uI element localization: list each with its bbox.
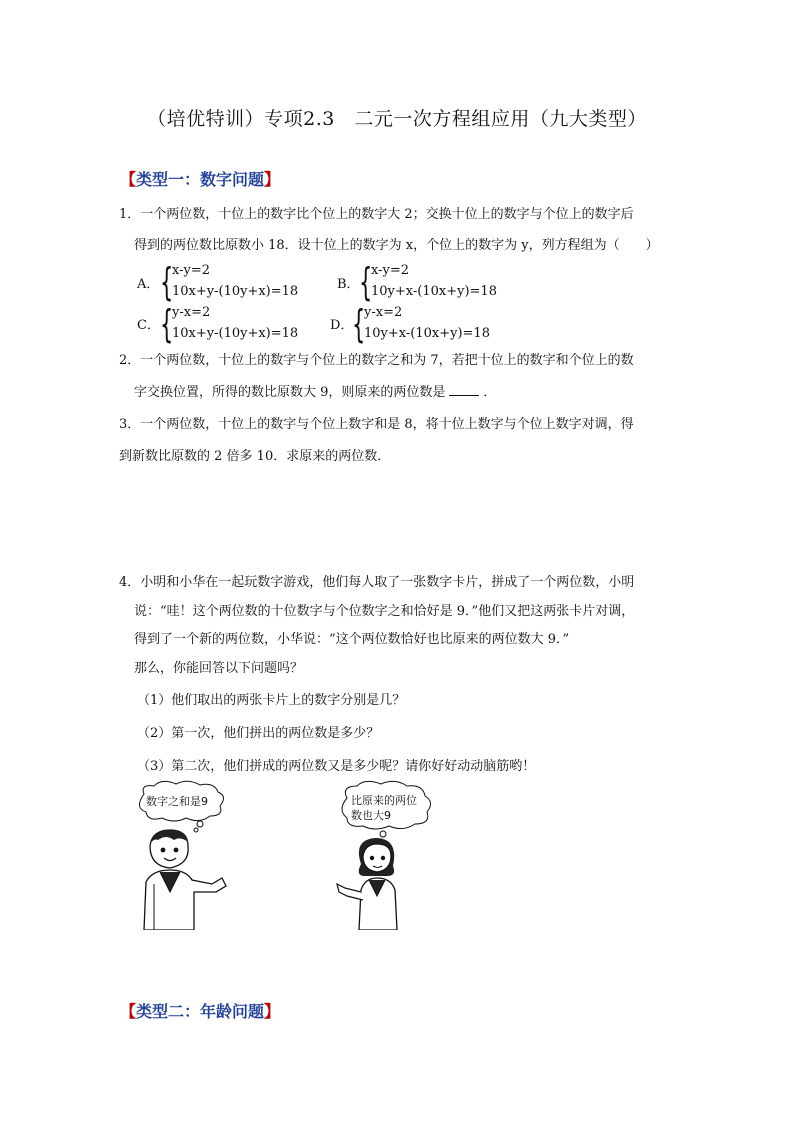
option-c-label: C． (137, 318, 160, 333)
section-label: 类型一：数字问题 (136, 170, 265, 189)
question-4-line-1: 4．小明和小华在一起玩数字游戏，他们每人取了一张数字卡片，拼成了一个两位数，小明 (119, 575, 635, 590)
option-d-system: { y-x=2 10y+x-(10x+y)=18 (352, 302, 490, 346)
question-4-line-2: 说：“哇！这个两位数的十位数字与个位数字之和恰好是 9．”他们又把这两张卡片对调， (134, 604, 635, 619)
question-2-line-1: 2．一个两位数，十位上的数字与个位上的数字之和为 7，若把十位上的数字和个位上的数 (119, 353, 634, 368)
question-3-line-1: 3．一个两位数，十位上的数字与个位上数字和是 8，将十位上数字与个位上数字对调，得 (119, 417, 634, 432)
option-a-label: A． (137, 277, 160, 292)
boy-thought-bubble: 数字之和是9 (146, 795, 208, 808)
option-b-system: { x-y=2 10y+x-(10x+y)=18 (359, 260, 497, 304)
brace-icon: { (352, 302, 366, 346)
option-d-label: D． (330, 318, 354, 333)
boy-illustration (130, 780, 250, 930)
brace-icon: { (160, 302, 174, 346)
question-4-sub-1: （1）他们取出的两张卡片上的数字分别是几？ (137, 693, 406, 708)
question-1-line-2: 得到的两位数比原数小 18．设十位上的数字为 x，个位上的数字为 y，列方程组为（ ） (134, 238, 659, 253)
brace-icon: { (160, 260, 174, 304)
girl-thought-bubble-line-1: 比原来的两位 (351, 794, 417, 807)
answer-blank[interactable] (449, 395, 479, 396)
brace-icon: { (359, 260, 373, 304)
option-c-system: { y-x=2 10x+y-(10y+x)=18 (160, 302, 299, 346)
section-header-type-2: 【类型二：年龄问题】 (120, 1002, 281, 1021)
option-a-system: { x-y=2 10x+y-(10y+x)=18 (160, 260, 299, 304)
question-1-line-1: 1．一个两位数，十位上的数字比个位上的数字大 2；交换十位上的数字与个位上的数字后 (119, 207, 634, 222)
question-4-sub-3: （3）第二次，他们拼成的两位数又是多少呢？请你好好动动脑筋哟！ (137, 759, 536, 774)
section-label: 类型二：年龄问题 (136, 1002, 265, 1021)
question-3-line-2: 到新数比原数的 2 倍多 10．求原来的两位数． (119, 449, 391, 464)
girl-thought-bubble-line-2: 数也大9 (351, 809, 391, 822)
section-header-type-1: 【类型一：数字问题】 (120, 170, 281, 189)
question-4-line-3: 得到了一个新的两位数，小华说：“这个两位数恰好也比原来的两位数大 9．” (134, 632, 570, 647)
question-2-line-2: 字交换位置，所得的数比原数大 9，则原来的两位数是 ． (134, 385, 497, 400)
question-4-sub-2: （2）第一次，他们拼出的两位数是多少？ (137, 726, 380, 741)
page-title: （培优特训）专项2.3 二元一次方程组应用（九大类型） (147, 108, 647, 130)
question-4-line-4: 那么，你能回答以下问题吗？ (134, 661, 304, 676)
option-b-label: B． (337, 277, 360, 292)
girl-illustration (335, 780, 455, 930)
